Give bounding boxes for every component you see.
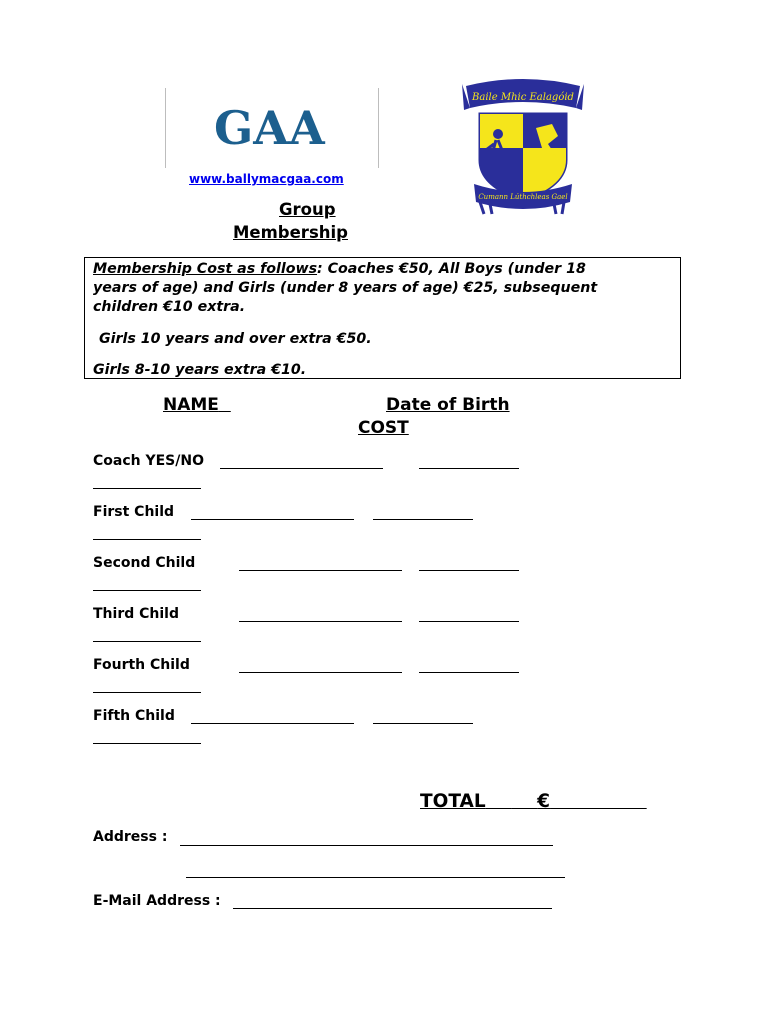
email-label: E-Mail Address :: [93, 893, 221, 909]
row-label-second-child: Second Child: [93, 555, 196, 571]
row-label-coach: Coach YES/NO: [93, 453, 204, 469]
dob-column-header: Date of Birth: [386, 395, 510, 415]
first-child-cost-field[interactable]: [93, 539, 201, 540]
address-label: Address :: [93, 829, 168, 845]
fourth-child-dob-field[interactable]: [419, 672, 519, 673]
third-child-dob-field[interactable]: [419, 621, 519, 622]
gaa-logo: [212, 100, 332, 152]
crest-top-text: Baile Mhic Ealagóid: [472, 92, 574, 103]
name-column-header: NAME: [163, 395, 219, 415]
fifth-child-dob-field[interactable]: [373, 723, 473, 724]
cost-label: Membership Cost as follows: [93, 261, 318, 277]
header-divider-right: [378, 88, 379, 168]
girls-10-note: Girls 10 years and over extra €50.: [99, 331, 372, 347]
first-child-dob-field[interactable]: [373, 519, 473, 520]
address-field-line2[interactable]: [186, 877, 565, 878]
page-title-line1: Group: [279, 200, 336, 219]
coach-cost-field[interactable]: [93, 488, 201, 489]
crest-bottom-text: Cumann Lúthchleas Gael: [478, 193, 568, 201]
girls-8-10-note: Girls 8-10 years extra €10.: [93, 362, 307, 378]
row-label-third-child: Third Child: [93, 606, 179, 622]
page-title-line2: Membership: [233, 223, 348, 242]
fifth-child-name-field[interactable]: [191, 723, 354, 724]
fifth-child-cost-field[interactable]: [93, 743, 201, 744]
cost-line-1: [93, 260, 586, 279]
cost-line-2: years of age) and Girls (under 8 years of age) €25, subsequent: [93, 280, 598, 296]
third-child-name-field[interactable]: [239, 621, 402, 622]
coach-dob-field[interactable]: [419, 468, 519, 469]
first-child-name-field[interactable]: [191, 519, 354, 520]
cost-line-3: children €10 extra.: [93, 299, 246, 315]
membership-cost-box: [84, 257, 681, 379]
row-label-fourth-child: Fourth Child: [93, 657, 190, 673]
coach-name-field[interactable]: [220, 468, 383, 469]
club-crest: [460, 78, 586, 216]
total-pre-blank[interactable]: [511, 791, 537, 812]
total-row: [420, 791, 647, 812]
cost-text-1: : Coaches €50, All Boys (under 18: [317, 261, 586, 277]
total-spacer: [486, 791, 512, 812]
third-child-cost-field[interactable]: [93, 641, 201, 642]
fourth-child-name-field[interactable]: [239, 672, 402, 673]
second-child-dob-field[interactable]: [419, 570, 519, 571]
header-divider-left: [165, 88, 166, 168]
row-label-fifth-child: Fifth Child: [93, 708, 175, 724]
cost-column-header: COST: [358, 418, 409, 438]
second-child-name-field[interactable]: [239, 570, 402, 571]
total-amount-field[interactable]: [550, 791, 647, 812]
address-field-line1[interactable]: [180, 845, 553, 846]
row-label-first-child: First Child: [93, 504, 175, 520]
total-currency: €: [537, 791, 551, 812]
website-link[interactable]: www.ballymacgaa.com: [189, 172, 344, 186]
second-child-cost-field[interactable]: [93, 590, 201, 591]
fourth-child-cost-field[interactable]: [93, 692, 201, 693]
total-label: TOTAL: [420, 791, 486, 812]
gaa-logo-text: GAA: [214, 101, 325, 152]
email-field[interactable]: [233, 908, 552, 909]
